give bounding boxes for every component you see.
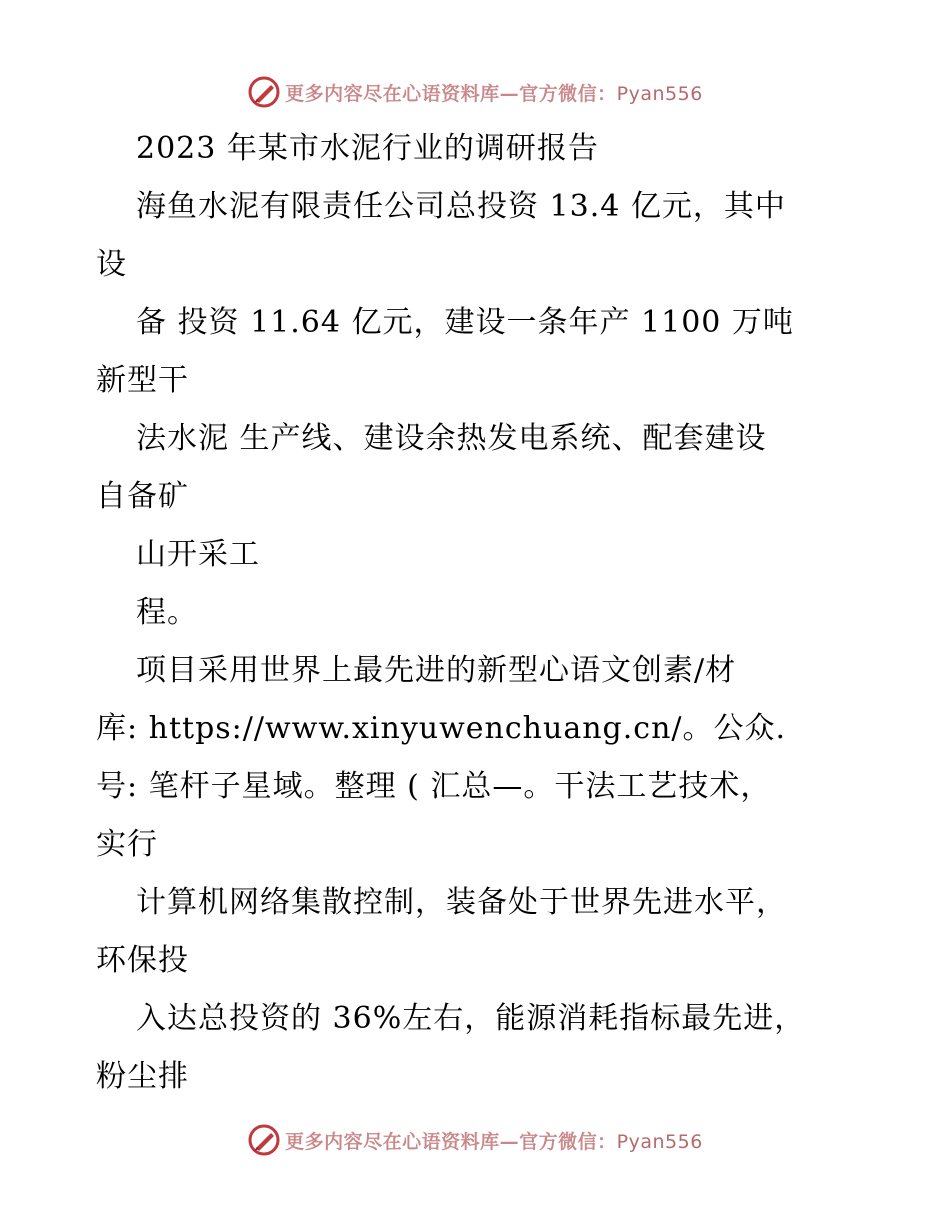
document-line: 海鱼水泥有限责任公司总投资 13.4 亿元，其中 xyxy=(136,189,786,224)
footer-wechat-id: Pyan556 xyxy=(616,1130,703,1153)
document-line: 环保投 xyxy=(96,943,189,978)
document-line: 库: https://www.xinyuwenchuang.cn/。公众. xyxy=(96,711,787,746)
document-line: 2023 年某市水泥行业的调研报告 xyxy=(136,131,599,166)
document-line: 自备矿 xyxy=(96,479,189,514)
document-body xyxy=(96,120,856,1106)
header-banner xyxy=(0,72,950,112)
header-wechat-id: Pyan556 xyxy=(616,82,703,105)
document-line: 实行 xyxy=(96,827,158,862)
document-line: 新型干 xyxy=(96,363,189,398)
document-line: 程。 xyxy=(136,595,198,630)
document-line: 山开采工 xyxy=(136,537,260,572)
document-line: 号: 笔杆子星域。整理 ( 汇总—。干法工艺技术， xyxy=(96,769,772,804)
document-line: 备 投资 11.64 亿元，建设一条年产 1100 万吨 xyxy=(136,305,794,340)
document-line: 项目采用世界上最先进的新型心语文创素/材 xyxy=(136,653,737,688)
document-line: 法水泥 生产线、建设余热发电系统、配套建设 xyxy=(136,421,767,456)
footer-banner-text: 更多内容尽在心语资料库—官方微信：Pyan556 xyxy=(285,1130,703,1153)
document-line: 计算机网络集散控制，装备处于世界先进水平， xyxy=(136,885,787,920)
header-banner-text: 更多内容尽在心语资料库—官方微信：Pyan556 xyxy=(285,82,703,105)
footer-banner xyxy=(0,1120,950,1160)
pen-logo-icon xyxy=(247,75,281,109)
pen-logo-icon xyxy=(247,1123,281,1157)
document-line: 设 xyxy=(96,247,127,282)
document-line: 入达总投资的 36%左右，能源消耗指标最先进， xyxy=(136,1001,806,1036)
document-line: 粉尘排 xyxy=(96,1059,189,1094)
